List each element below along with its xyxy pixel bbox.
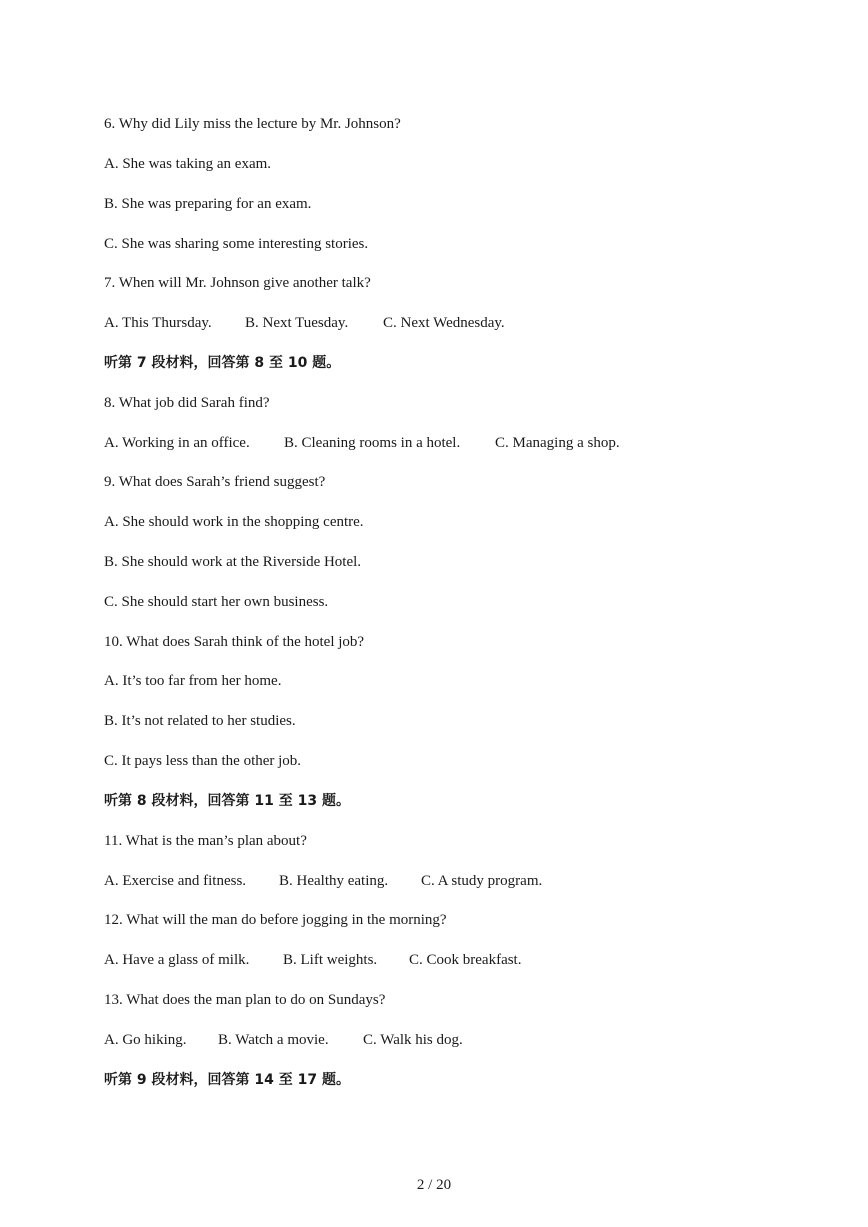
question-11-option-c: C. A study program. xyxy=(421,873,543,889)
question-13-stem: 13. What does the man plan to do on Sundays? xyxy=(104,992,386,1008)
question-13-options xyxy=(0,1030,868,1050)
section-header-8: 听第 8 段材料，回答第 11 至 13 题。 xyxy=(104,793,350,809)
question-13-option-a: A. Go hiking. xyxy=(104,1032,187,1048)
question-12-option-c: C. Cook breakfast. xyxy=(409,952,522,968)
question-11-option-b: B. Healthy eating. xyxy=(279,873,389,889)
question-7-option-b: B. Next Tuesday. xyxy=(245,315,349,331)
question-8-option-a: A. Working in an office. xyxy=(104,435,250,451)
question-10-option-c: C. It pays less than the other job. xyxy=(104,753,302,769)
page-number: 2 / 20 xyxy=(416,1177,452,1193)
question-10-option-a: A. It’s too far from her home. xyxy=(104,673,282,689)
question-6-option-c: C. She was sharing some interesting stories. xyxy=(104,236,369,252)
question-6-option-a: A. She was taking an exam. xyxy=(104,156,272,172)
question-13-option-c: C. Walk his dog. xyxy=(363,1032,463,1048)
question-9-stem: 9. What does Sarah’s friend suggest? xyxy=(104,474,326,490)
question-6-stem: 6. Why did Lily miss the lecture by Mr. Johnson? xyxy=(104,116,401,132)
question-10-stem: 10. What does Sarah think of the hotel job? xyxy=(104,634,365,650)
question-9-option-c: C. She should start her own business. xyxy=(104,594,329,610)
question-11-option-a: A. Exercise and fitness. xyxy=(104,873,247,889)
question-8-option-c: C. Managing a shop. xyxy=(495,435,620,451)
section-header-7: 听第 7 段材料，回答第 8 至 10 题。 xyxy=(104,355,341,371)
question-8-option-b: B. Cleaning rooms in a hotel. xyxy=(284,435,461,451)
question-12-options xyxy=(0,950,868,970)
question-11-stem: 11. What is the man’s plan about? xyxy=(104,833,307,849)
question-12-stem: 12. What will the man do before jogging in the morning? xyxy=(104,912,447,928)
question-9-option-b: B. She should work at the Riverside Hotel. xyxy=(104,554,362,570)
question-7-option-a: A. This Thursday. xyxy=(104,315,212,331)
question-12-option-b: B. Lift weights. xyxy=(283,952,378,968)
question-9-option-a: A. She should work in the shopping centre. xyxy=(104,514,364,530)
question-7-stem: 7. When will Mr. Johnson give another talk? xyxy=(104,275,371,291)
question-6-option-b: B. She was preparing for an exam. xyxy=(104,196,312,212)
section-header-9: 听第 9 段材料，回答第 14 至 17 题。 xyxy=(104,1072,350,1088)
question-12-option-a: A. Have a glass of milk. xyxy=(104,952,250,968)
question-7-options xyxy=(0,313,868,333)
question-10-option-b: B. It’s not related to her studies. xyxy=(104,713,296,729)
question-7-option-c: C. Next Wednesday. xyxy=(383,315,505,331)
question-8-options xyxy=(0,433,868,453)
question-13-option-b: B. Watch a movie. xyxy=(218,1032,329,1048)
question-11-options xyxy=(0,871,868,891)
question-8-stem: 8. What job did Sarah find? xyxy=(104,395,270,411)
